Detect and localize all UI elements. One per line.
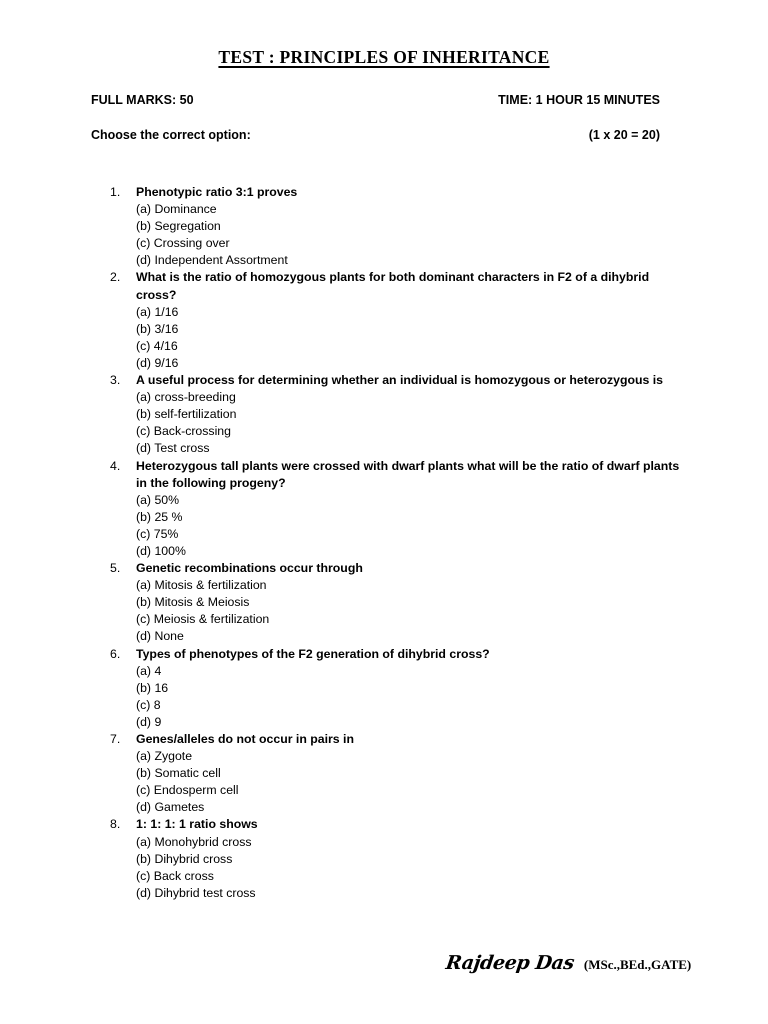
author-name: Rajdeep Das [444,952,576,974]
option-item: (c) Crossing over [136,236,230,251]
option-item: (b) 3/16 [136,321,179,336]
title-text: TEST : PRINCIPLES OF INHERITANCE [218,47,550,67]
option-item: (b) Somatic cell [136,766,221,781]
author-signature [446,952,691,974]
question-number: 3. [110,373,121,388]
option-list [136,748,690,816]
question-text: What is the ratio of homozygous plants for both dominant characters in F2 of a dihybrid cross? [136,270,650,302]
question-text: Genes/alleles do not occur in pairs in [136,732,354,746]
question-text: 1: 1: 1: 1 ratio shows [136,817,258,832]
option-item: (a) Dominance [136,202,217,217]
option-list [136,577,690,645]
option-item: (a) Zygote [136,749,193,764]
question-item [110,646,690,731]
option-item: (d) Gametes [136,800,205,815]
option-item: (a) 4 [136,663,162,678]
question-number: 6. [110,646,121,661]
question-item [110,458,690,561]
question-item [110,269,690,372]
instruction-row [91,128,660,142]
full-marks-label: FULL MARKS: 50 [91,93,194,107]
option-item: (b) Segregation [136,219,221,234]
question-text: Heterozygous tall plants were crossed with dwarf plants what will be the ratio of dwarf plants in the following progeny? [136,458,680,490]
option-item: (a) 50% [136,492,180,507]
option-item: (a) 1/16 [136,304,179,319]
option-item: (c) Endosperm cell [136,783,239,798]
marks-time-row [91,93,660,107]
option-item: (a) cross-breeding [136,390,236,405]
option-item: (d) None [136,629,184,644]
option-list [136,201,690,269]
question-list [110,184,690,902]
question-number: 4. [110,458,121,473]
option-item: (b) self-fertilization [136,407,237,422]
option-item: (b) 25 % [136,509,183,524]
time-label: TIME: 1 HOUR 15 MINUTES [498,93,660,107]
option-item: (d) Independent Assortment [136,253,288,268]
question-number: 8. [110,817,121,832]
option-item: (d) 9/16 [136,355,179,370]
instruction-label: Choose the correct option: [91,128,251,142]
option-item: (b) Dihybrid cross [136,851,233,866]
option-item: (c) 8 [136,697,161,712]
option-list [136,492,690,560]
option-item: (d) Test cross [136,441,210,456]
question-text: A useful process for determining whether an individual is homozygous or heterozygous is [136,373,664,388]
option-list [136,834,690,902]
option-item: (a) Mitosis & fertilization [136,578,267,593]
question-number: 7. [110,732,121,746]
question-text: Phenotypic ratio 3:1 proves [136,185,298,199]
question-item [110,184,690,269]
question-item [110,731,690,816]
option-item: (c) Back cross [136,868,214,883]
option-list [136,304,690,372]
question-number: 2. [110,270,121,285]
author-credentials: (MSc.,BEd.,GATE) [583,957,692,972]
question-number: 5. [110,561,121,576]
option-item: (b) Mitosis & Meiosis [136,595,250,610]
option-item: (c) Back-crossing [136,424,231,439]
option-item: (d) Dihybrid test cross [136,885,256,900]
marks-scheme-label: (1 x 20 = 20) [588,128,660,142]
option-list [136,389,690,457]
option-item: (d) 9 [136,714,162,729]
question-text: Genetic recombinations occur through [136,561,363,576]
option-item: (a) Monohybrid cross [136,834,252,849]
question-item [110,372,690,457]
option-item: (c) 4/16 [136,338,178,353]
option-item: (c) Meiosis & fertilization [136,612,270,627]
question-number: 1. [110,185,121,199]
option-item: (c) 75% [136,526,179,541]
question-item [110,816,690,901]
option-list [136,663,690,731]
option-item: (d) 100% [136,543,186,558]
option-item: (b) 16 [136,680,169,695]
page-title [0,47,768,68]
question-item [110,560,690,645]
question-text: Types of phenotypes of the F2 generation of dihybrid cross? [136,646,490,661]
